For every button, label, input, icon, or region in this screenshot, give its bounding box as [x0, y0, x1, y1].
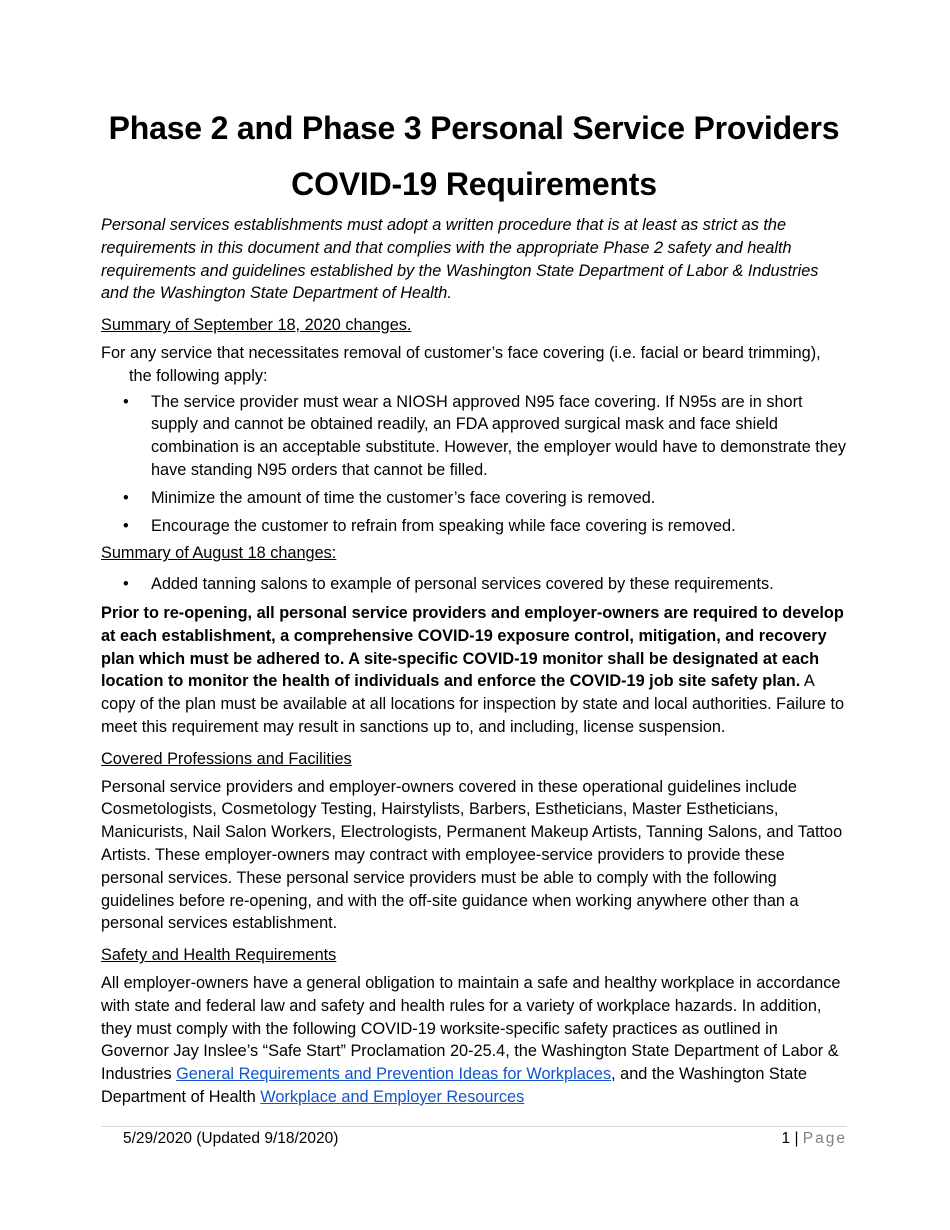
bullet-icon: • [123, 488, 129, 507]
document-page [101, 100, 847, 1109]
page-title [101, 100, 847, 212]
list-item-text: Added tanning salons to example of personal services covered by these requirements. [151, 575, 774, 594]
page-separator: | [794, 1130, 799, 1147]
safety-text-before: All employer-owners have a general obligation to maintain a safe and healthy workplace in accordance with state and federal law and safety and health rules for a variety of workplace hazards. In addition, they must comply with the following COVID-19 worksite-specific safety practices as outlined in Governor Jay Inslee’s “Safe Start” Proclamation 20-25.4, the Washington State Department of Labor & Industries [101, 973, 841, 1084]
covered-heading: Covered Professions and Facilities [101, 749, 352, 768]
footer-page-indicator [782, 1128, 847, 1150]
bullet-icon: • [123, 392, 129, 411]
page-label: Page [802, 1130, 847, 1147]
bullet-icon: • [123, 575, 129, 594]
page-number: 1 [781, 1130, 791, 1147]
list-item-text: The service provider must wear a NIOSH approved N95 face covering. If N95s are in short supply and cannot be obtained readily, an FDA approved surgical mask and face shield combination is an acceptable substitute. However, the employer would have to demonstrate they have standing N95 orders that cannot be filled. [151, 392, 847, 479]
sept-changes-heading: Summary of September 18, 2020 changes. [101, 316, 412, 335]
bullet-icon: • [123, 516, 129, 535]
covered-paragraph: Personal service providers and employer-owners covered in these operational guidelines include Cosmetologists, Cosmetology Testing, Hairstylists, Barbers, Estheticians, Master Estheticians, Manicurists, Nail Salon Workers, Electrologists, Permanent Makeup Artists, Tanning Salons, and Tattoo Artists. These employer-owners may contract with employee-service providers to provide these personal services. These personal service providers must be able to comply with the following guidelines before re-opening, and with the off-site guidance when working anywhere other than a personal services establishment. [101, 777, 843, 933]
reopening-bold-text: Prior to re-opening, all personal service providers and employer-owners are required to develop at each establishment, a comprehensive COVID-19 exposure control, mitigation, and recovery plan which must be adhered to. A site-specific COVID-19 monitor shall be designated at each location to monitor the health of individuals and enforce the COVID-19 job site safety plan. [101, 603, 844, 691]
safety-paragraph [101, 972, 847, 1109]
aug-changes-list [101, 573, 847, 596]
list-item [101, 487, 847, 510]
safety-text-middle: , and the Washington State Department of Health [101, 1065, 807, 1106]
list-item [101, 573, 847, 596]
list-item-text: Minimize the amount of time the customer’s face covering is removed. [151, 488, 656, 507]
title-line-1: Phase 2 and Phase 3 Personal Service Providers [108, 110, 840, 146]
aug-changes-heading: Summary of August 18 changes: [101, 544, 337, 563]
sept-changes-lead: For any service that necessitates removal of customer’s face covering (i.e. facial or beard trimming), the following apply: [101, 343, 821, 385]
reopening-paragraph [101, 602, 847, 739]
sept-changes-list [101, 391, 847, 538]
footer-date: 5/29/2020 (Updated 9/18/2020) [123, 1130, 339, 1147]
list-item [101, 515, 847, 538]
general-requirements-link[interactable]: General Requirements and Prevention Ideas for Workplaces [176, 1065, 612, 1084]
safety-heading: Safety and Health Requirements [101, 946, 337, 965]
reopening-normal-text: A copy of the plan must be available at all locations for inspection by state and local authorities. Failure to meet this requirement may result in sanctions up to, and including, license suspension. [101, 672, 845, 736]
intro-paragraph: Personal services establishments must adopt a written procedure that is at least as strict as the requirements in this document and that complies with the appropriate Phase 2 safety and health requirements and guidelines established by the Washington State Department of Labor & Industries and the Washington State Department of Health. [101, 216, 819, 303]
page-footer [101, 1126, 847, 1147]
list-item [101, 391, 847, 482]
list-item-text: Encourage the customer to refrain from speaking while face covering is removed. [151, 516, 736, 535]
title-line-2: COVID-19 Requirements [291, 166, 657, 202]
workplace-employer-resources-link[interactable]: Workplace and Employer Resources [260, 1087, 525, 1106]
